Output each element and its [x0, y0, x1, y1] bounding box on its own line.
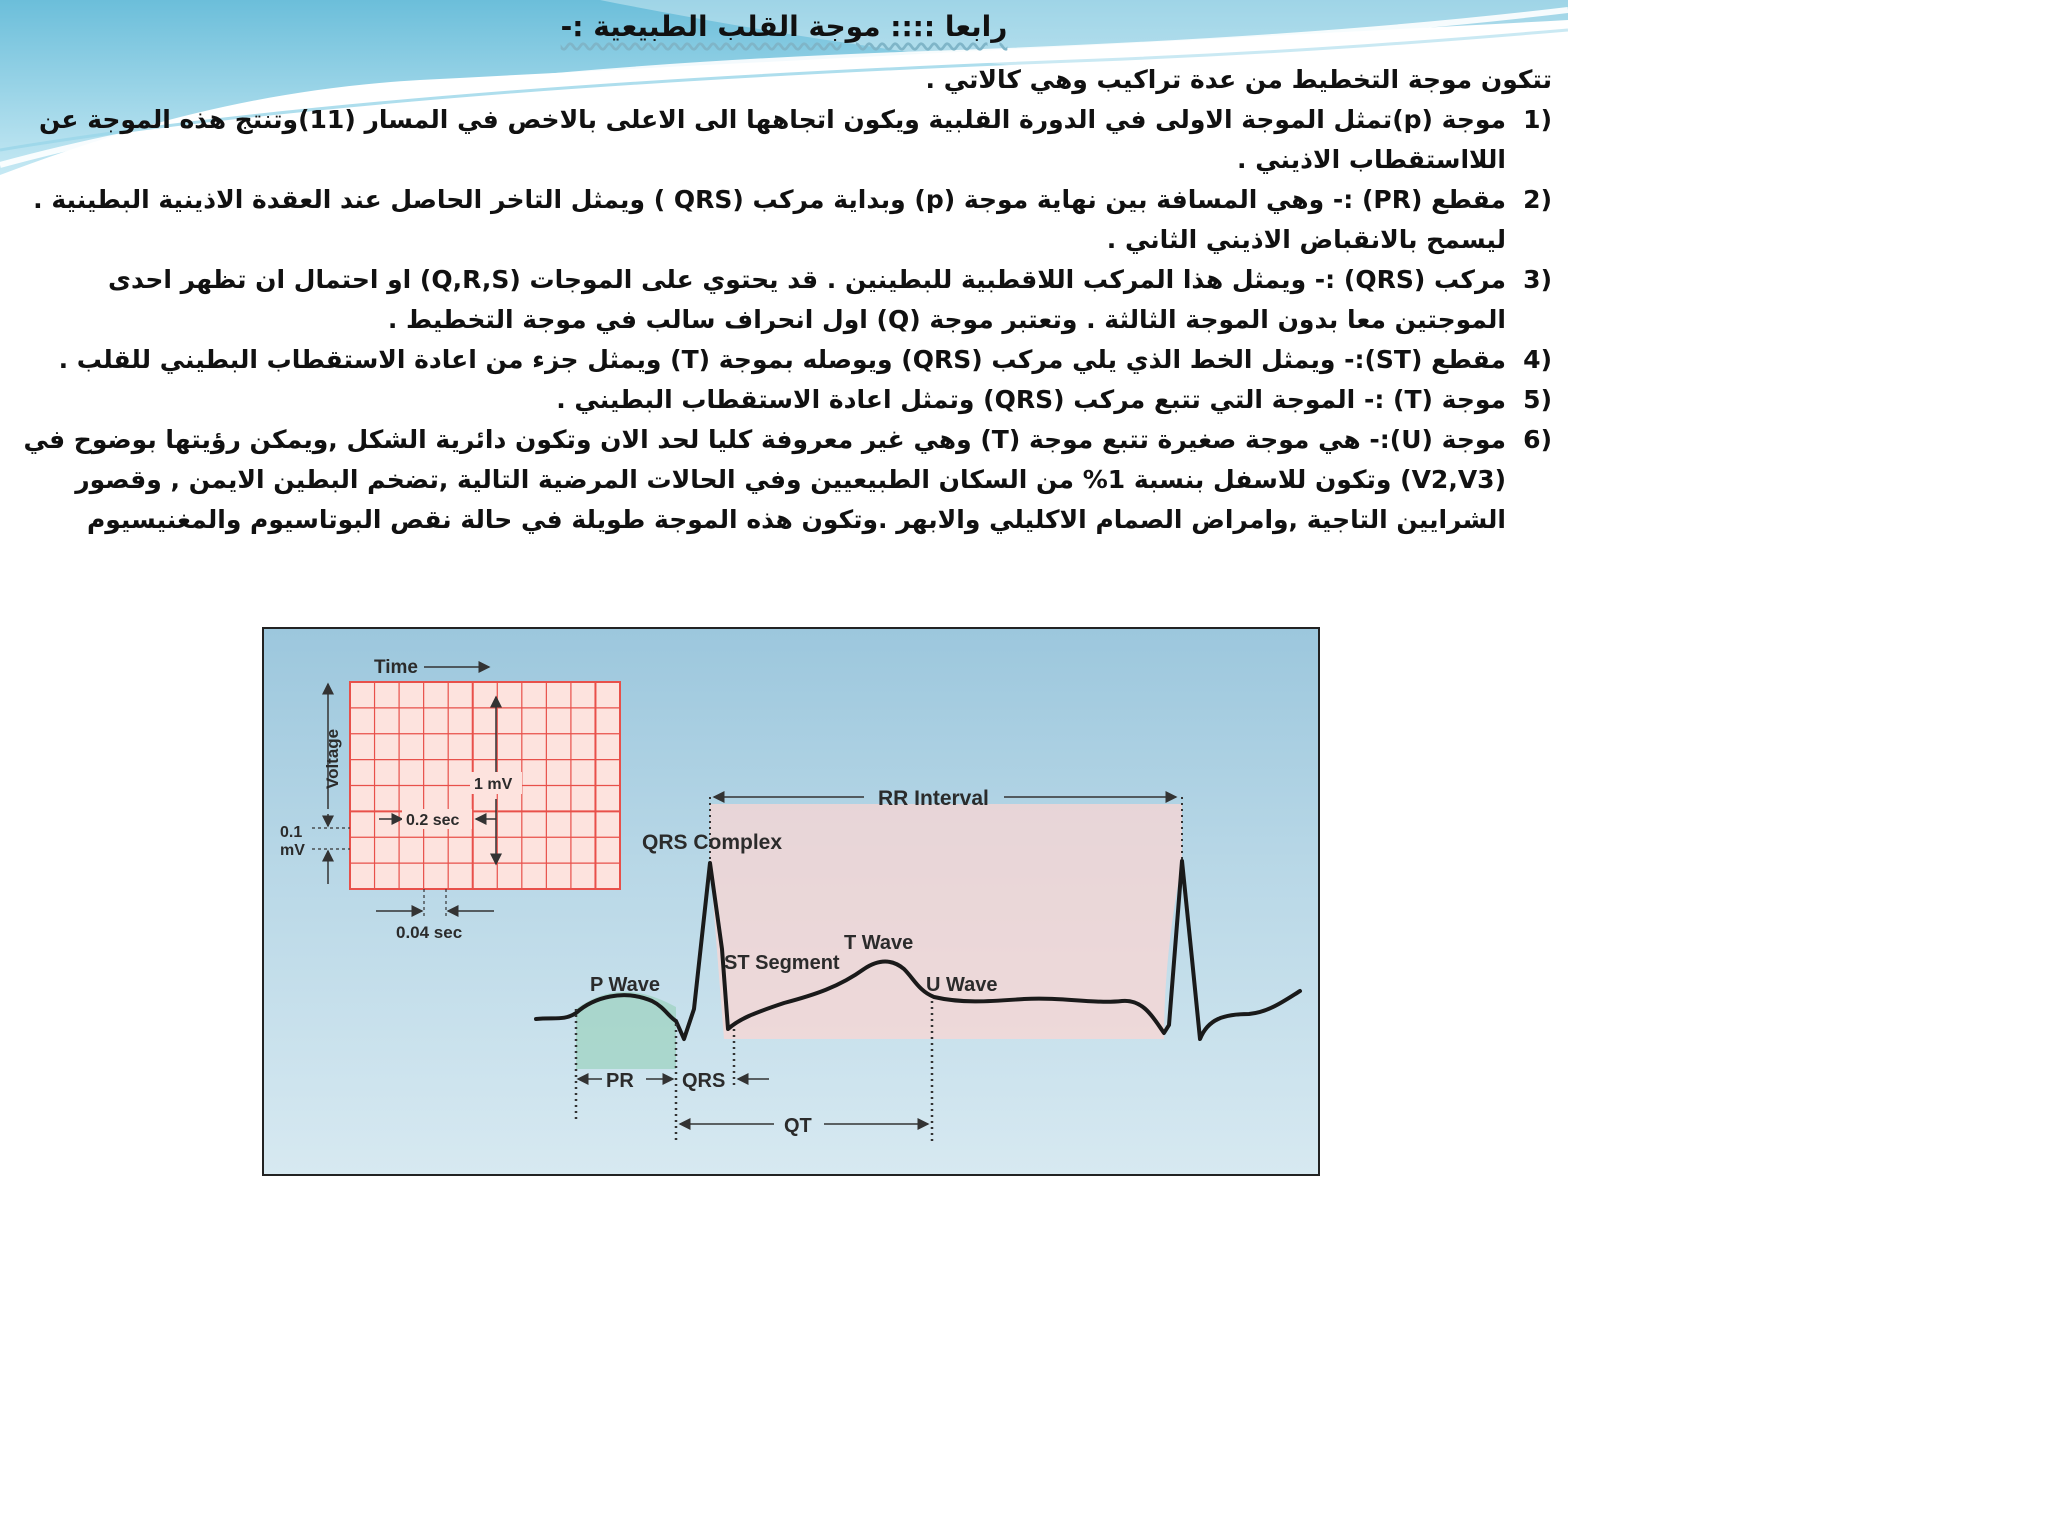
t-wave-label: T Wave [844, 932, 914, 954]
item-number: 1) [1523, 105, 1552, 134]
list-item-st-segment [16, 340, 1552, 380]
list-item-u-wave [16, 420, 1552, 540]
time-label: Time [374, 657, 419, 678]
item-text: مقطع (PR) :- وهي المسافة بين نهاية موجة (p) وبداية مركب (QRS ) ويمثل التاخر الحاصل عند العقدة الاذينية البطينية . ليسمح بالانقباض الاذيني الثاني . [33, 185, 1506, 254]
item-number: 5) [1523, 385, 1552, 414]
item-text: مقطع (ST):- ويمثل الخط الذي يلي مركب (QRS) ويوصله بموجة (T) ويمثل جزء من اعادة الاستقطاب البطيني للقلب . [58, 345, 1506, 374]
u-wave-label: U Wave [926, 974, 998, 996]
item-number: 4) [1523, 345, 1552, 374]
pr-label: PR [606, 1070, 634, 1092]
qt-label: QT [784, 1115, 812, 1137]
point-one-mv-label: 0.1 [280, 824, 303, 841]
point-two-sec-label: 0.2 sec [406, 812, 460, 829]
qrs-complex-label: QRS Complex [642, 831, 783, 854]
list-item-p-wave [16, 100, 1552, 180]
mv-unit-label: mV [280, 842, 305, 859]
item-text: مركب (QRS) :- ويمثل هذا المركب اللاقطبية للبطينين . قد يحتوي على الموجات (Q,R,S) او احتمال ان تظهر احدى الموجتين معا بدون الموجة الثالثة . وتعتبر موجة (Q) اول انحراف سالب في موجة التخطيط . [108, 265, 1506, 334]
slide-title: رابعا :::: موجة القلب الطبيعية :- [560, 10, 1008, 43]
qrs-label: QRS [682, 1070, 726, 1092]
item-number: 2) [1523, 185, 1552, 214]
point-zero-four-sec-label: 0.04 sec [396, 923, 463, 942]
ecg-diagram-svg [264, 629, 1318, 1174]
item-text: موجة (p)تمثل الموجة الاولى في الدورة القلبية ويكون اتجاهها الى الاعلى بالاخص في المسار (11)وتنتج هذه الموجة عن اللااستقطاب الاذيني . [38, 105, 1506, 174]
p-wave-label: P Wave [590, 974, 661, 996]
voltage-label: Voltage [323, 728, 342, 789]
st-segment-label: ST Segment [724, 952, 840, 974]
item-text: موجة (T) :- الموجة التي تتبع مركب (QRS) وتمثل اعادة الاستقطاب البطيني . [556, 385, 1506, 414]
ecg-diagram [262, 627, 1320, 1176]
rr-interval-label: RR Interval [878, 787, 989, 810]
list-item-qrs-complex [16, 260, 1552, 340]
item-number: 3) [1523, 265, 1552, 294]
intro-line: تتكون موجة التخطيط من عدة تراكيب وهي كالاتي . [925, 65, 1552, 94]
item-text: موجة (U):- هي موجة صغيرة تتبع موجة (T) وهي غير معروفة كليا لحد الان وتكون دائرية الشكل ,ويمكن رؤيتها بوضوح في (V2,V3) وتكون للاسفل بنسبة 1% من السكان الطبيعيين وفي الحالات المرضية التالية ,تضخم البطين الايمن , وقصور الشرايين التاجية ,وامراض الصمام الاكليلي والابهر .وتكون هذه الموجة طويلة في حالة نقص البوتاسيوم والمغنيسيوم [23, 425, 1506, 534]
slide-body [16, 60, 1552, 540]
item-number: 6) [1523, 425, 1552, 454]
list-item-t-wave [16, 380, 1552, 420]
one-mv-label: 1 mV [474, 776, 513, 793]
list-item-pr-segment [16, 180, 1552, 260]
